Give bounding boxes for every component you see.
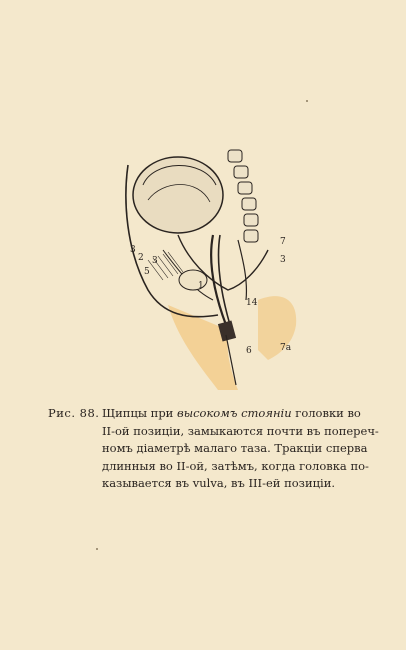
label-1: 1 [198,281,204,291]
paper-speck [96,548,98,550]
paper-speck [306,100,308,102]
label-14: 14 [246,298,258,308]
label-7: 7 [280,237,286,247]
caption-text: Щипцы при [102,406,178,420]
caption-emphasis: высокомъ стояніи [177,406,292,420]
caption-line-3: номъ діаметрѣ малаго таза. Тракціи сперва [102,441,368,455]
label-3a: 3 [130,245,136,255]
caption-line-4: длинныя во II-ой, затѣмъ, когда головка по- [102,458,369,473]
caption-line-5: казывается въ vulva, въ III-ей позиціи. [102,476,336,490]
label-6: 6 [246,346,252,356]
forceps-illustration [108,140,308,390]
figure-caption [48,405,379,493]
label-7a: 7a [280,343,292,353]
label-5: 5 [144,267,150,277]
label-2: 2 [138,253,144,263]
caption-line-1 [48,405,364,423]
label-3c: 3 [280,255,286,265]
caption-line-2: II-ой позиціи, замыкаются почти въ попереч- [102,423,379,438]
caption-text: головки во [291,406,361,420]
label-3b: 3 [152,256,158,266]
figure-number: Рис. 88. [48,406,100,420]
anatomical-figure [108,140,308,390]
